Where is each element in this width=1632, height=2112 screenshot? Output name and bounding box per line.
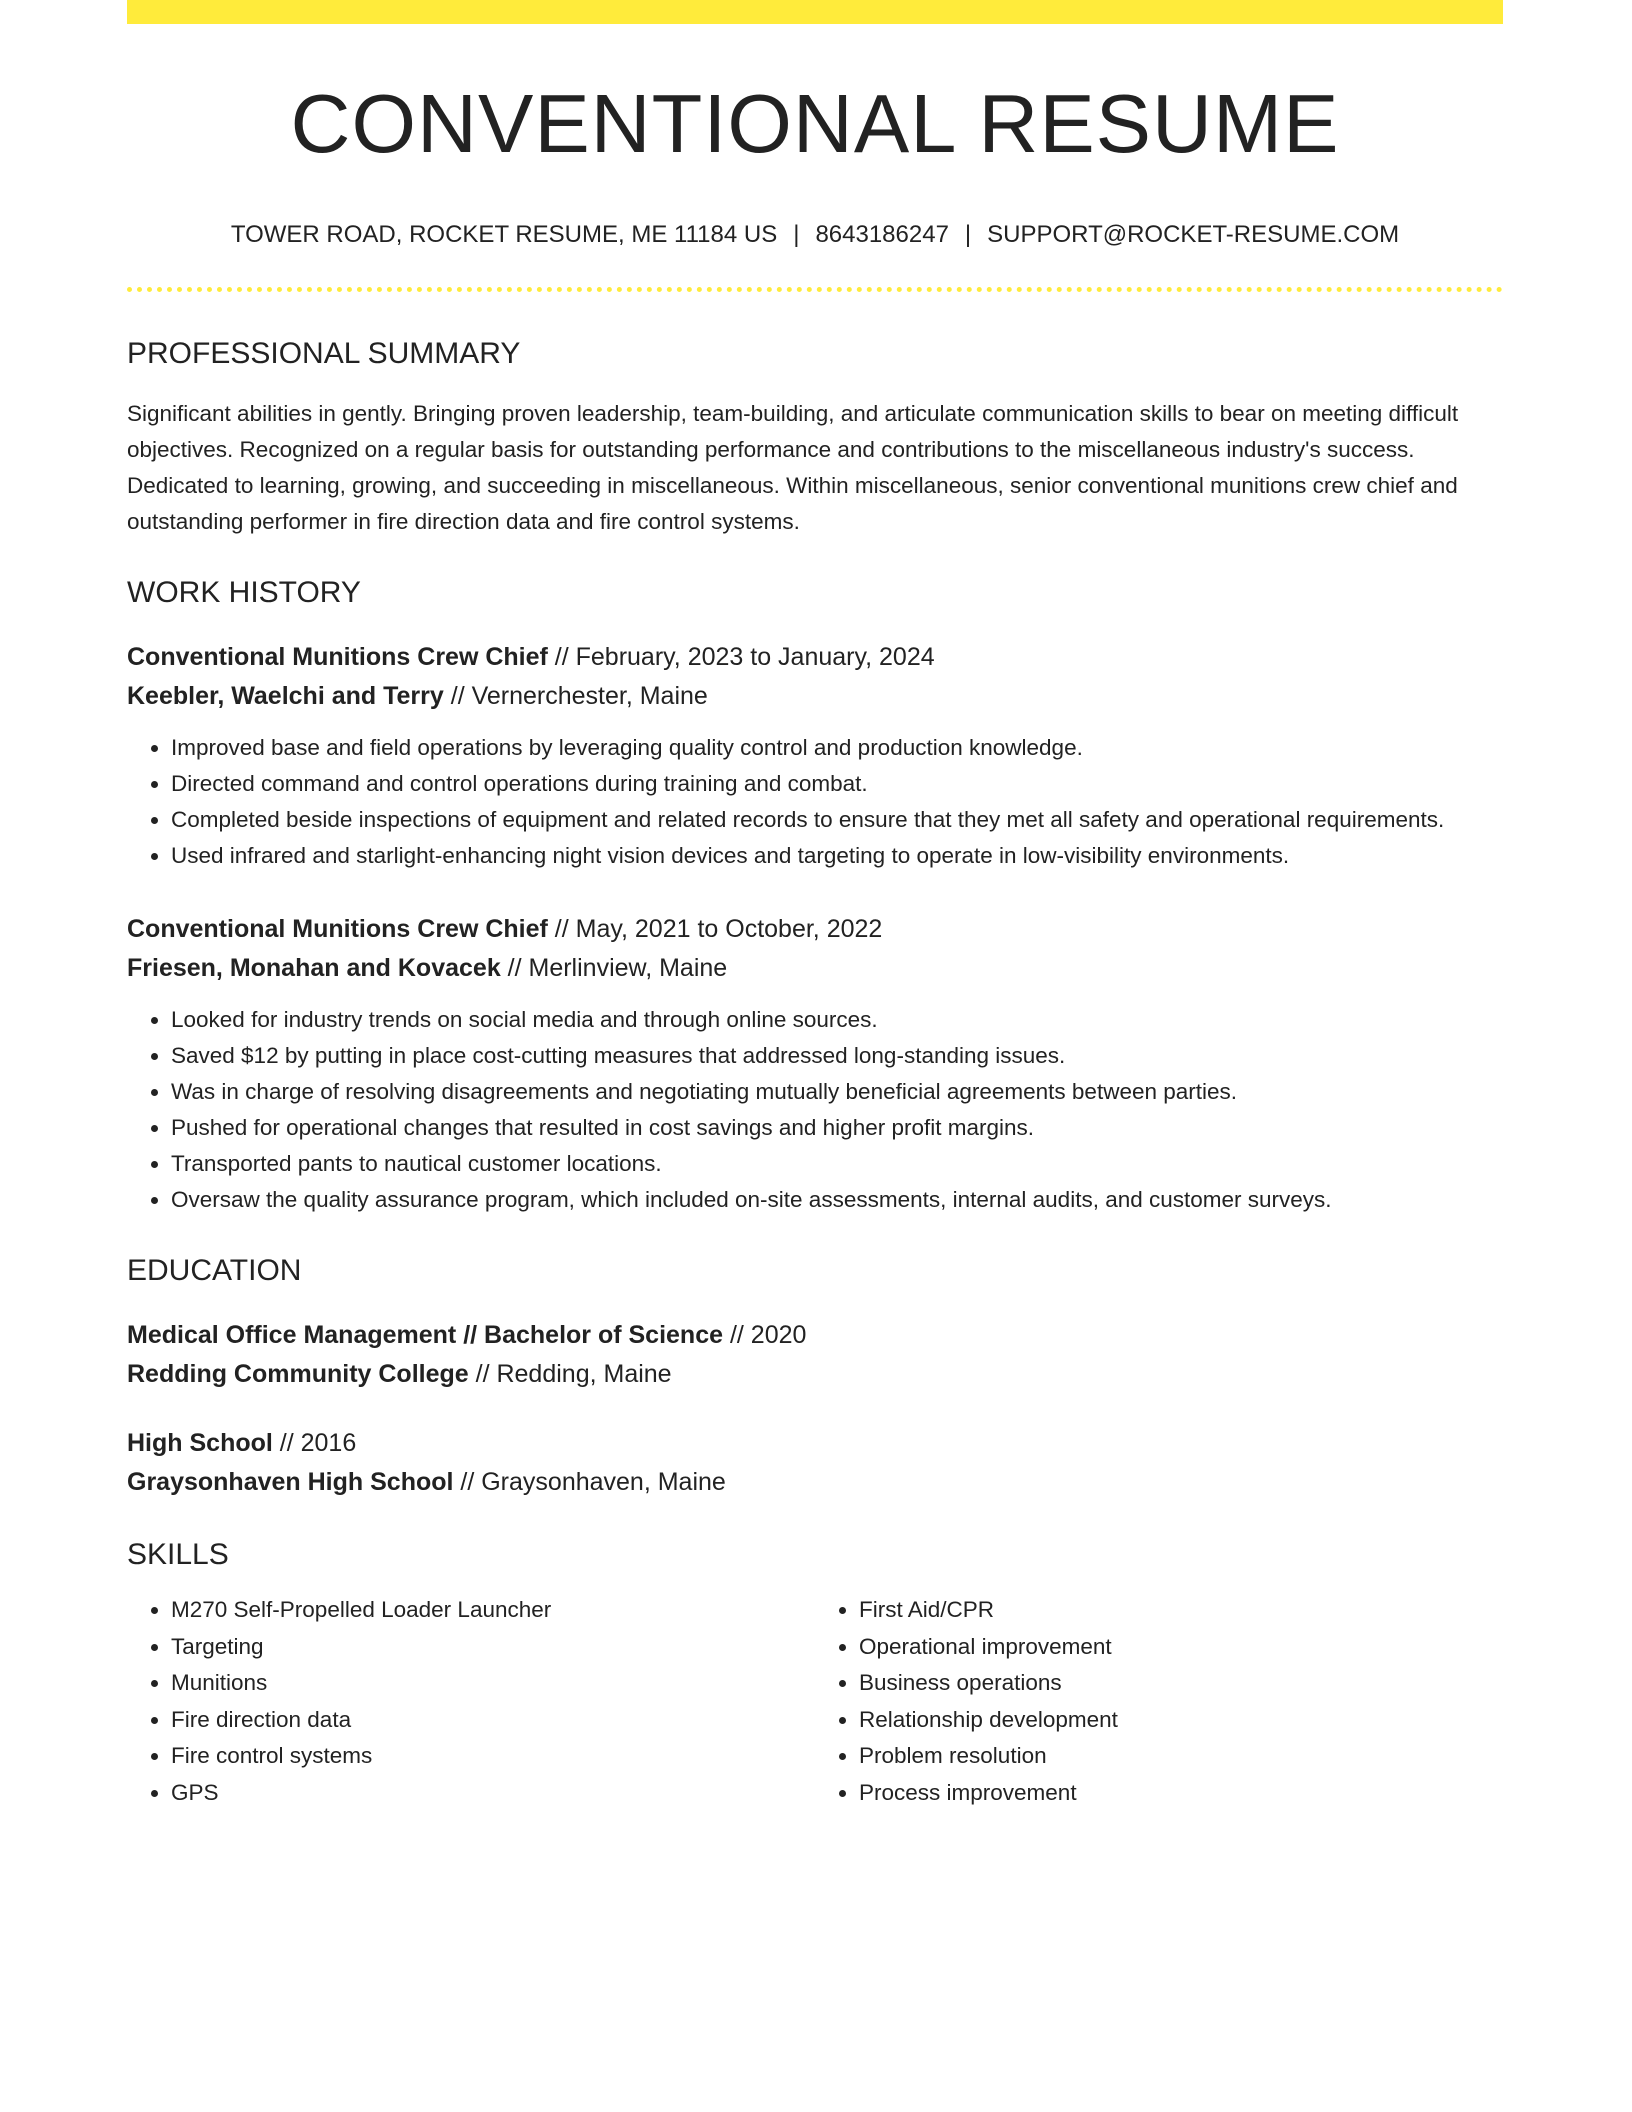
job-dates: // May, 2021 to October, 2022 [547, 915, 883, 943]
skills-heading: SKILLS [127, 1538, 229, 1571]
job-bullet: • Oversaw the quality assurance program, which included on-site assessments, internal audits, and customer surveys. [171, 1182, 1503, 1218]
summary-text: Significant abilities in gently. Bringing proven leadership, team-building, and articulate communication skills to bear on meeting difficult objectives. Recognized on a regular basis for outstanding performance and contributions to the miscellaneous industry's success. Dedicated to learning, growing, and succeeding in miscellaneous. Within miscellaneous, senior conventional munitions crew chief and outstanding performer in fire direction data and fire control systems. [127, 401, 1459, 534]
job-location: // Vernerchester, Maine [443, 682, 708, 710]
job-bullet: • Pushed for operational changes that resulted in cost savings and higher profit margins. [171, 1110, 1503, 1146]
job-bullet: • Looked for industry trends on social media and through online sources. [171, 1002, 1503, 1038]
skills-column-left [127, 1592, 815, 1811]
education-year: // 2016 [272, 1429, 357, 1457]
job-company-line [127, 677, 1503, 716]
resume-name: CONVENTIONAL RESUME [290, 77, 1340, 170]
job-role: Conventional Munitions Crew Chief [127, 643, 548, 671]
job-dates: // February, 2023 to January, 2024 [547, 643, 935, 671]
skills-list [127, 1592, 815, 1811]
job-company: Friesen, Monahan and Kovacek [127, 954, 501, 982]
education-degree: High School [127, 1429, 273, 1457]
job-title-line [127, 910, 1503, 949]
top-accent-bar [127, 0, 1503, 24]
job-bullets [127, 730, 1503, 874]
education-location: // Redding, Maine [468, 1360, 672, 1388]
skill-item: • Munitions [171, 1665, 815, 1702]
work-history-heading: WORK HISTORY [127, 576, 361, 609]
skill-item: • Problem resolution [859, 1738, 1503, 1775]
header-divider [127, 287, 1503, 292]
job-company-line [127, 949, 1503, 988]
education-school-line [127, 1463, 1503, 1502]
job-bullet: • Used infrared and starlight-enhancing night vision devices and targeting to operate in low-visibility environments. [171, 838, 1503, 874]
job-title-line [127, 638, 1503, 677]
job-bullet: • Improved base and field operations by leveraging quality control and production knowledge. [171, 730, 1503, 766]
contact-separator: | [793, 221, 800, 248]
job-entry [127, 638, 1503, 874]
skills-column-right [815, 1592, 1503, 1811]
contact-line [127, 223, 1503, 247]
education-heading: EDUCATION [127, 1254, 302, 1287]
job-bullet: • Completed beside inspections of equipment and related records to ensure that they met all safety and operational requirements. [171, 802, 1503, 838]
job-bullet: • Saved $12 by putting in place cost-cutting measures that addressed long-standing issues. [171, 1038, 1503, 1074]
contact-phone: 8643186247 [815, 221, 949, 248]
education-entry [127, 1424, 1503, 1502]
education-school: Graysonhaven High School [127, 1468, 454, 1496]
skill-item: • Fire direction data [171, 1702, 815, 1739]
education-year: // 2020 [723, 1321, 807, 1349]
education-degree-line [127, 1424, 1503, 1463]
skill-item: • Process improvement [859, 1775, 1503, 1812]
education-degree: Medical Office Management // Bachelor of Science [127, 1321, 724, 1349]
skill-item: • Operational improvement [859, 1629, 1503, 1666]
job-role: Conventional Munitions Crew Chief [127, 915, 548, 943]
job-bullet: • Transported pants to nautical customer locations. [171, 1146, 1503, 1182]
contact-email: SUPPORT@ROCKET-RESUME.COM [987, 221, 1400, 248]
education-location: // Graysonhaven, Maine [453, 1468, 726, 1496]
skill-item: • Relationship development [859, 1702, 1503, 1739]
education-school-line [127, 1355, 1503, 1394]
education-school: Redding Community College [127, 1360, 469, 1388]
job-company: Keebler, Waelchi and Terry [127, 682, 444, 710]
job-bullet: • Directed command and control operations during training and combat. [171, 766, 1503, 802]
education-degree-line [127, 1316, 1503, 1355]
contact-separator: | [964, 221, 972, 248]
skill-item: • GPS [171, 1775, 815, 1812]
job-entry [127, 910, 1503, 1218]
summary-heading: PROFESSIONAL SUMMARY [127, 337, 521, 370]
job-bullet: • Was in charge of resolving disagreements and negotiating mutually beneficial agreements between parties. [171, 1074, 1503, 1110]
skill-item: • First Aid/CPR [859, 1592, 1503, 1629]
skill-item: • Targeting [171, 1629, 815, 1666]
job-bullets [127, 1002, 1503, 1218]
skills-list [815, 1592, 1503, 1811]
education-entry [127, 1316, 1503, 1394]
skill-item: • Fire control systems [171, 1738, 815, 1775]
skills-columns [127, 1592, 1503, 1811]
job-location: // Merlinview, Maine [500, 954, 728, 982]
resume-page [127, 0, 1503, 1811]
skill-item: • Business operations [859, 1665, 1503, 1702]
skill-item: • M270 Self-Propelled Loader Launcher [171, 1592, 815, 1629]
contact-address: TOWER ROAD, ROCKET RESUME, ME 11184 US [230, 221, 778, 248]
